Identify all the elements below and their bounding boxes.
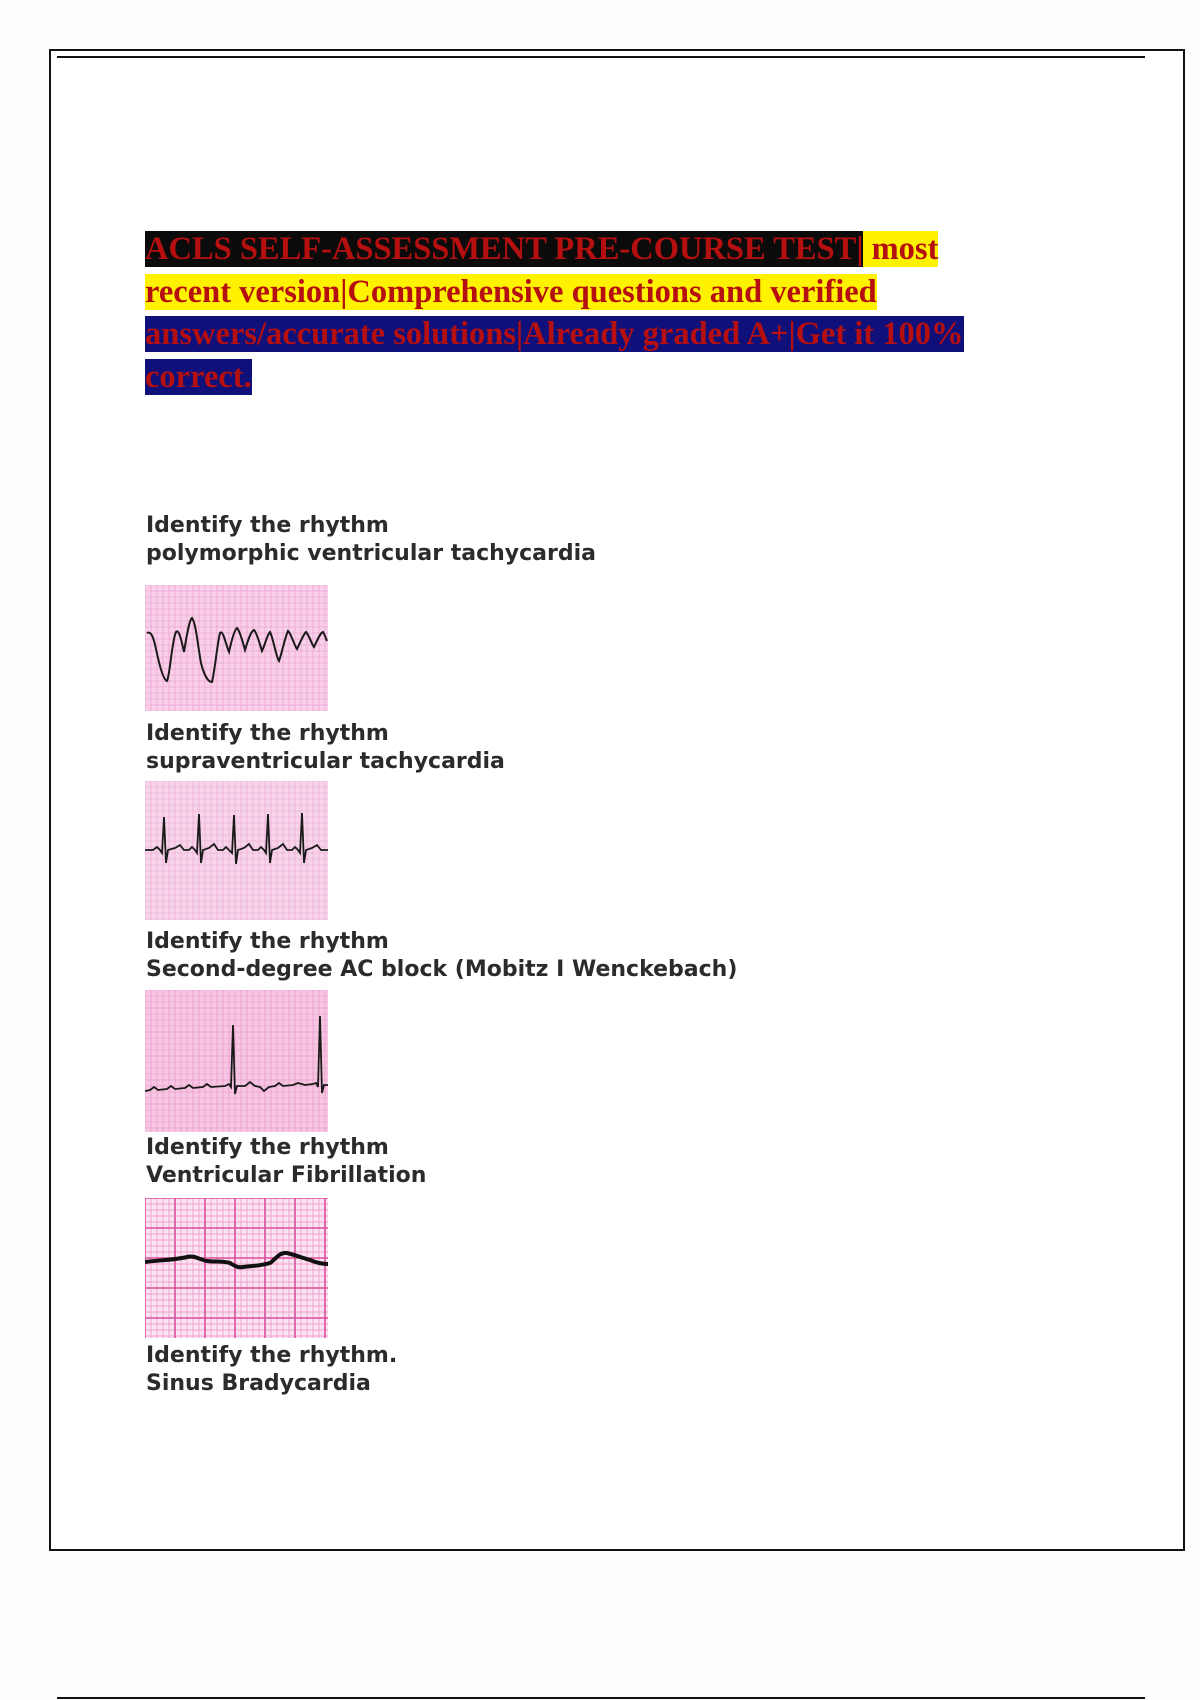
- title-highlight-navy-2: correct.: [145, 358, 252, 395]
- question-4: [146, 1134, 846, 1190]
- question-prompt: Identify the rhythm.: [146, 1343, 398, 1368]
- title-highlight-navy-1: answers/accurate solutions|Already graded A+|Get it 100%: [145, 316, 964, 352]
- question-answer: polymorphic ventricular tachycardia: [146, 541, 596, 566]
- question-prompt: Identify the rhythm: [146, 1135, 389, 1160]
- header-rule: [57, 56, 1145, 58]
- question-answer: Ventricular Fibrillation: [146, 1163, 427, 1188]
- question-answer: Sinus Bradycardia: [146, 1371, 371, 1396]
- question-prompt: Identify the rhythm: [146, 513, 389, 538]
- title-highlight-yellow-2: recent version|Comprehensive questions and verified: [145, 273, 877, 310]
- question-prompt: Identify the rhythm: [146, 721, 389, 746]
- question-3: [146, 928, 846, 984]
- document-title: [145, 228, 1085, 398]
- title-highlight-black: ACLS SELF-ASSESSMENT PRE-COURSE TEST|: [145, 231, 864, 267]
- question-1: [146, 512, 846, 568]
- title-highlight-yellow-1: most: [863, 231, 939, 267]
- ecg-strip-polymorphic-vt: [145, 585, 328, 711]
- question-answer: Second-degree AC block (Mobitz I Wenckebach): [146, 957, 738, 982]
- question-answer: supraventricular tachycardia: [146, 749, 505, 774]
- ecg-strip-wenckebach: [145, 990, 328, 1132]
- ecg-paper: [145, 990, 328, 1132]
- question-2: [146, 720, 846, 776]
- ecg-strip-vfib: [145, 1198, 328, 1338]
- footer-rule: [57, 1697, 1145, 1699]
- ecg-strip-svt: [145, 781, 328, 920]
- question-prompt: Identify the rhythm: [146, 929, 389, 954]
- question-5: [146, 1342, 846, 1398]
